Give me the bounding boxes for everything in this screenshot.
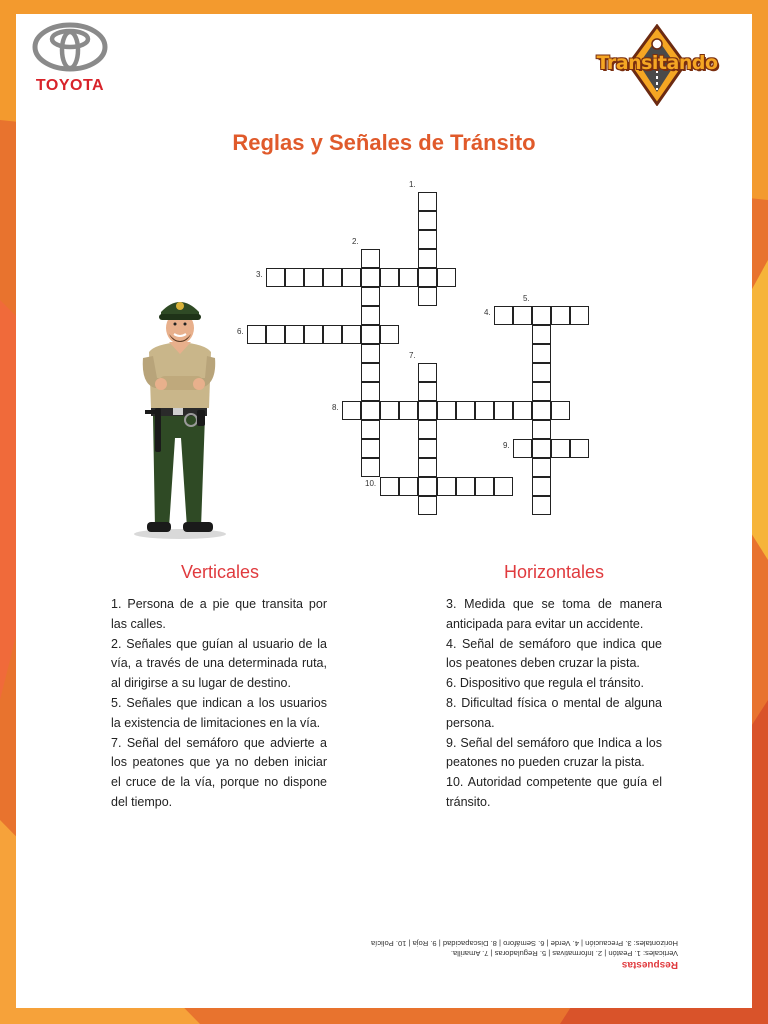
vertical-clue: 2. Señales que guían al usuario de la vía, a través de una determinada ruta, al dirigirse a su lugar de destino. (111, 636, 327, 691)
crossword-cell[interactable] (551, 401, 570, 420)
transitando-wordmark: Transitando (596, 52, 718, 74)
page-title-text: Reglas y Señales de Tránsito (232, 130, 536, 155)
crossword-cell[interactable] (532, 458, 551, 477)
crossword-cell[interactable] (342, 325, 361, 344)
crossword-clue-number: 10. (365, 479, 377, 488)
crossword-cell[interactable] (418, 458, 437, 477)
crossword-cell[interactable] (266, 268, 285, 287)
crossword-cell[interactable] (361, 382, 380, 401)
crossword-cell[interactable] (456, 401, 475, 420)
crossword-cell[interactable] (361, 401, 380, 420)
crossword-cell[interactable] (532, 496, 551, 515)
crossword-cell[interactable] (532, 306, 551, 325)
crossword-cell[interactable] (323, 268, 342, 287)
crossword-cell[interactable] (361, 439, 380, 458)
crossword-clue-number: 1. (409, 180, 416, 189)
crossword-cell[interactable] (342, 268, 361, 287)
crossword-cell[interactable] (418, 363, 437, 382)
crossword-cell[interactable] (532, 439, 551, 458)
horizontales-heading: Horizontales (503, 562, 605, 582)
crossword-cell[interactable] (456, 477, 475, 496)
crossword-cell[interactable] (304, 268, 323, 287)
crossword-cell[interactable] (380, 401, 399, 420)
answers-verticales: Verticales: 1. Peatón | 2. Informativas | 5. Reguladoras | 7. Amarilla. (450, 949, 678, 958)
crossword-cell[interactable] (247, 325, 266, 344)
crossword-cell[interactable] (494, 401, 513, 420)
crossword-cell[interactable] (437, 401, 456, 420)
crossword-cell[interactable] (437, 477, 456, 496)
crossword-cell[interactable] (323, 325, 342, 344)
crossword-cell[interactable] (285, 268, 304, 287)
crossword-cell[interactable] (399, 477, 418, 496)
crossword-cell[interactable] (380, 268, 399, 287)
crossword-cell[interactable] (418, 496, 437, 515)
crossword-cell[interactable] (570, 306, 589, 325)
crossword-cell[interactable] (475, 401, 494, 420)
crossword-cell[interactable] (399, 401, 418, 420)
crossword-cell[interactable] (361, 363, 380, 382)
crossword-cell[interactable] (399, 268, 418, 287)
crossword-cell[interactable] (418, 382, 437, 401)
crossword-cell[interactable] (418, 192, 437, 211)
crossword-cell[interactable] (532, 325, 551, 344)
verticales-heading: Verticales (180, 562, 260, 582)
crossword-cell[interactable] (380, 477, 399, 496)
crossword-clue-number: 2. (352, 237, 359, 246)
crossword-cell[interactable] (266, 325, 285, 344)
crossword-cell[interactable] (494, 306, 513, 325)
crossword-cell[interactable] (418, 268, 437, 287)
crossword-cell[interactable] (361, 249, 380, 268)
crossword-cell[interactable] (437, 268, 456, 287)
horizontal-clue: 3. Medida que se toma de manera anticipada para evitar un accidente. (446, 597, 662, 631)
crossword-cell[interactable] (361, 306, 380, 325)
crossword-cell[interactable] (532, 477, 551, 496)
vertical-clue: 5. Señales que indican a los usuarios la existencia de limitaciones en la vía. (111, 695, 327, 730)
crossword-cell[interactable] (532, 363, 551, 382)
crossword-cell[interactable] (361, 344, 380, 363)
crossword-cell[interactable] (418, 211, 437, 230)
crossword-cell[interactable] (532, 401, 551, 420)
crossword-divider (569, 439, 571, 458)
crossword-cell[interactable] (342, 401, 361, 420)
crossword-cell[interactable] (361, 420, 380, 439)
crossword-cell[interactable] (513, 439, 532, 458)
horizontal-clue: 4. Señal de semáforo que indica que los peatones deben cruzar la pista. (446, 636, 662, 671)
crossword-cell[interactable] (361, 325, 380, 344)
crossword-cell[interactable] (304, 325, 323, 344)
crossword-clue-number: 4. (484, 308, 491, 317)
crossword-cell[interactable] (494, 477, 513, 496)
crossword-clue-number: 8. (332, 403, 339, 412)
vertical-clue: 7. Señal del semáforo que advierte a los peatones que ya no deben iniciar el cruce de la vía, porque no dispone del tiempo. (111, 735, 327, 809)
crossword-cell[interactable] (418, 477, 437, 496)
horizontal-clue: 6. Dispositivo que regula el tránsito. (446, 676, 645, 691)
crossword-cell[interactable] (418, 420, 437, 439)
answers-horizontales: Horizontales: 3. Precaución | 4. Verde | 6. Semáforo | 8. Discapacidad | 9. Roja | 10. Policía (370, 939, 678, 948)
crossword-cell[interactable] (418, 249, 437, 268)
horizontales-clue-list (446, 595, 662, 813)
verticales-clue-list (111, 595, 327, 813)
crossword-cell[interactable] (418, 287, 437, 306)
crossword-clue-number: 3. (256, 270, 263, 279)
toyota-wordmark: TOYOTA (35, 77, 105, 94)
crossword-cell[interactable] (418, 401, 437, 420)
vertical-clue: 1. Persona de a pie que transita por las calles. (111, 597, 327, 631)
crossword-cell[interactable] (513, 401, 532, 420)
horizontal-clue: 10. Autoridad competente que guía el tránsito. (446, 775, 662, 809)
crossword-cell[interactable] (361, 268, 380, 287)
answers-block (330, 938, 678, 971)
crossword-cell[interactable] (418, 439, 437, 458)
answers-title: Respuestas (621, 959, 678, 970)
crossword-clue-number: 5. (523, 294, 530, 303)
police-officer-illustration (125, 288, 235, 540)
crossword-cell[interactable] (570, 439, 589, 458)
crossword-cell[interactable] (513, 306, 532, 325)
crossword-clue-number: 9. (503, 441, 510, 450)
crossword-cell[interactable] (532, 420, 551, 439)
crossword-cell[interactable] (532, 382, 551, 401)
horizontal-clue: 8. Dificultad física o mental de alguna persona. (446, 695, 662, 730)
crossword-cell[interactable] (285, 325, 304, 344)
crossword-cell[interactable] (361, 287, 380, 306)
crossword-clue-number: 7. (409, 351, 416, 360)
crossword-clue-number: 6. (237, 327, 244, 336)
horizontal-clue: 9. Señal del semáforo que Indica a los peatones no pueden cruzar la pista. (446, 735, 662, 770)
crossword-cell[interactable] (361, 458, 380, 477)
crossword-cell[interactable] (380, 325, 399, 344)
crossword-cell[interactable] (475, 477, 494, 496)
crossword-cell[interactable] (418, 230, 437, 249)
crossword-cell[interactable] (551, 439, 570, 458)
crossword-cell[interactable] (532, 344, 551, 363)
crossword-cell[interactable] (551, 306, 570, 325)
